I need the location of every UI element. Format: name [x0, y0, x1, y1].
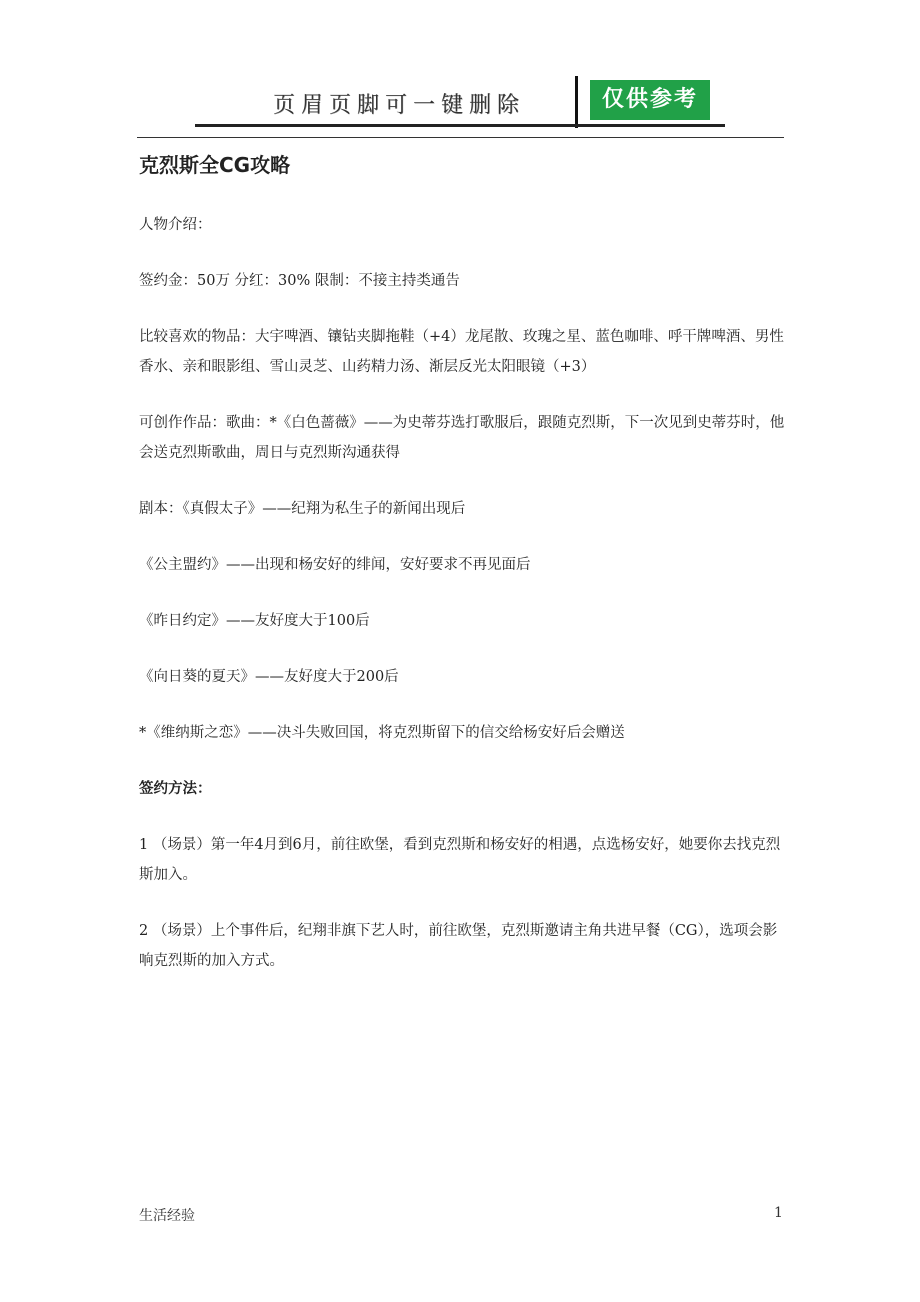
header-rule — [137, 137, 784, 138]
paragraph-favorite-items: 比较喜欢的物品：大宇啤酒、镶钻夹脚拖鞋（+4）龙尾散、玫瑰之星、蓝色咖啡、呼干牌啤酒、男性香水、亲和眼影组、雪山灵芝、山药精力汤、渐层反光太阳眼镜（+3） — [139, 329, 784, 375]
paragraph-intro: 人物介绍： — [139, 217, 212, 233]
paragraph-script-3: 《昨日约定》——友好度大于100后 — [139, 613, 370, 629]
paragraph-script-1: 剧本：《真假太子》——纪翔为私生子的新闻出现后 — [139, 501, 466, 517]
document-body — [139, 150, 787, 976]
paragraph-creations: 可创作作品：歌曲：*《白色蔷薇》——为史蒂芬选打歌服后，跟随克烈斯，下一次见到史蒂芬时，他会送克烈斯歌曲，周日与克烈斯沟通获得 — [139, 415, 785, 461]
paragraph-signing-step-1: 1 （场景）第一年4月到6月，前往欧堡，看到克烈斯和杨安好的相遇，点选杨安好，她要你去找克烈斯加入。 — [139, 837, 781, 883]
header-banner — [195, 72, 725, 128]
section-heading-signing: 签约方法： — [139, 781, 212, 797]
footer-label: 生活经验 — [139, 1208, 195, 1224]
paragraph-script-4: 《向日葵的夏天》——友好度大于200后 — [139, 669, 399, 685]
header-divider — [575, 76, 578, 128]
page-title: 克烈斯全CG攻略 — [139, 153, 291, 177]
reference-only-badge: 仅供参考 — [590, 80, 710, 120]
header-underline — [195, 124, 725, 127]
paragraph-script-5: *《维纳斯之恋》——决斗失败回国，将克烈斯留下的信交给杨安好后会赠送 — [139, 725, 625, 741]
header-banner-text: 页眉页脚可一键删除 — [273, 93, 526, 118]
paragraph-signing-step-2: 2 （场景）上个事件后，纪翔非旗下艺人时，前往欧堡，克烈斯邀请主角共进早餐（CG），选项会影响克烈斯的加入方式。 — [139, 923, 778, 969]
paragraph-script-2: 《公主盟约》——出现和杨安好的绯闻，安好要求不再见面后 — [139, 557, 531, 573]
paragraph-contract-fee: 签约金：50万 分红：30% 限制：不接主持类通告 — [139, 273, 460, 289]
page-number: 1 — [774, 1205, 783, 1221]
